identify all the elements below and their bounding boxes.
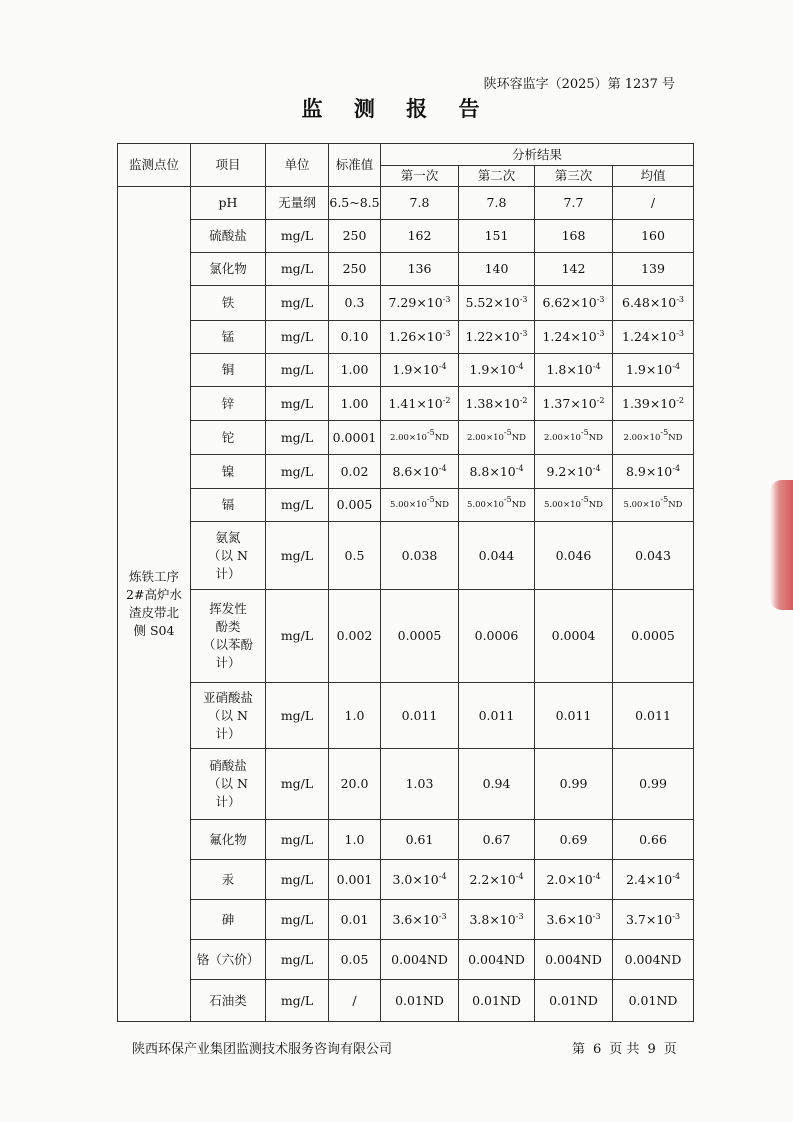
item-cell bbox=[191, 940, 266, 980]
item-cell bbox=[191, 522, 266, 590]
table-row bbox=[118, 522, 694, 590]
item-cell bbox=[191, 286, 266, 321]
header-second: 第二次 bbox=[459, 166, 535, 187]
page-current: 6 bbox=[593, 1042, 602, 1057]
seal-stamp bbox=[770, 480, 793, 610]
value-cell: 0.004ND bbox=[459, 940, 535, 980]
standard-cell: 250 bbox=[329, 220, 381, 253]
site-name-line: 炼铁工序 bbox=[128, 569, 179, 584]
value-cell: $2.00\times 10^{-5}ND$ bbox=[459, 421, 535, 455]
document-number: 陕环容监字（2025）第 1237 号 bbox=[483, 77, 675, 92]
value-cell: $3.6\times 10^{-3}$ bbox=[381, 900, 459, 940]
value-cell: 0.004ND bbox=[381, 940, 459, 980]
item-line: 镍 bbox=[221, 463, 235, 479]
item-cell bbox=[191, 860, 266, 900]
value-cell: 0.038 bbox=[381, 522, 459, 590]
value-cell: 0.01ND bbox=[613, 980, 694, 1022]
item-line: 铁 bbox=[221, 295, 235, 310]
unit-cell: mg/L bbox=[266, 749, 329, 820]
item-line: 铜 bbox=[221, 362, 235, 377]
item-line: pH bbox=[218, 195, 238, 210]
standard-cell: 0.3 bbox=[329, 286, 381, 321]
header-standard: 标准值 bbox=[329, 144, 381, 187]
value-cell: 136 bbox=[381, 253, 459, 286]
table-row bbox=[118, 683, 694, 749]
table-row bbox=[118, 220, 694, 253]
value-cell: $1.9\times 10^{-4}$ bbox=[381, 354, 459, 387]
value-cell: 0.01ND bbox=[459, 980, 535, 1022]
table-row bbox=[118, 421, 694, 455]
standard-cell: 0.01 bbox=[329, 900, 381, 940]
value-cell: 0.004ND bbox=[613, 940, 694, 980]
value-cell: $3.0\times 10^{-4}$ bbox=[381, 860, 459, 900]
item-line: 铊 bbox=[221, 429, 235, 445]
header-first: 第一次 bbox=[381, 166, 459, 187]
item-cell bbox=[191, 683, 266, 749]
item-line: （以 N bbox=[208, 776, 248, 791]
value-cell: 0.0005 bbox=[381, 590, 459, 683]
page-prefix: 第 bbox=[572, 1042, 586, 1057]
value-cell: $2.00\times 10^{-5}ND$ bbox=[613, 421, 694, 455]
value-cell: 151 bbox=[459, 220, 535, 253]
value-cell: $1.8\times 10^{-4}$ bbox=[535, 354, 613, 387]
footer-company: 陕西环保产业集团监测技术服务咨询有限公司 bbox=[132, 1042, 393, 1057]
table-row bbox=[118, 749, 694, 820]
value-cell: 7.7 bbox=[535, 187, 613, 220]
unit-cell: mg/L bbox=[266, 253, 329, 286]
item-cell bbox=[191, 455, 266, 489]
item-cell bbox=[191, 387, 266, 421]
item-line: 镉 bbox=[221, 497, 235, 512]
value-cell: 0.046 bbox=[535, 522, 613, 590]
standard-cell: 0.10 bbox=[329, 321, 381, 354]
unit-cell: mg/L bbox=[266, 683, 329, 749]
value-cell: $1.22\times 10^{-3}$ bbox=[459, 321, 535, 354]
unit-cell: 无量纲 bbox=[266, 187, 329, 220]
page-mid: 页 共 bbox=[609, 1042, 640, 1057]
unit-cell: mg/L bbox=[266, 354, 329, 387]
item-line: 硫酸盐 bbox=[209, 228, 247, 243]
item-cell bbox=[191, 354, 266, 387]
table-row bbox=[118, 860, 694, 900]
table-row bbox=[118, 980, 694, 1022]
value-cell: $1.37\times 10^{-2}$ bbox=[535, 387, 613, 421]
value-cell: 0.66 bbox=[613, 820, 694, 860]
standard-cell: 1.00 bbox=[329, 387, 381, 421]
site-name-line: 2#高炉水 bbox=[126, 587, 182, 602]
header-unit: 单位 bbox=[266, 144, 329, 187]
value-cell: 0.67 bbox=[459, 820, 535, 860]
page-total: 9 bbox=[647, 1042, 656, 1057]
value-cell: 0.011 bbox=[381, 683, 459, 749]
value-cell: $2.2\times 10^{-4}$ bbox=[459, 860, 535, 900]
item-cell bbox=[191, 980, 266, 1022]
value-cell: $3.7\times 10^{-3}$ bbox=[613, 900, 694, 940]
item-line: 铬（六价） bbox=[196, 951, 260, 967]
value-cell: 0.94 bbox=[459, 749, 535, 820]
item-cell bbox=[191, 820, 266, 860]
table-row bbox=[118, 590, 694, 683]
value-cell: 0.011 bbox=[613, 683, 694, 749]
standard-cell: / bbox=[329, 980, 381, 1022]
value-cell: 0.69 bbox=[535, 820, 613, 860]
site-name-line: 渣皮带北 bbox=[128, 605, 179, 620]
value-cell: 7.8 bbox=[381, 187, 459, 220]
header-average: 均值 bbox=[613, 166, 694, 187]
value-cell: $6.48\times 10^{-3}$ bbox=[613, 286, 694, 321]
value-cell: $1.38\times 10^{-2}$ bbox=[459, 387, 535, 421]
item-line: 汞 bbox=[221, 871, 235, 887]
value-cell: $1.39\times 10^{-2}$ bbox=[613, 387, 694, 421]
standard-cell: 250 bbox=[329, 253, 381, 286]
value-cell: 0.0004 bbox=[535, 590, 613, 683]
unit-cell: mg/L bbox=[266, 980, 329, 1022]
item-line: 计） bbox=[215, 565, 241, 581]
value-cell: $1.24\times 10^{-3}$ bbox=[535, 321, 613, 354]
value-cell: / bbox=[613, 187, 694, 220]
value-cell: $3.6\times 10^{-3}$ bbox=[535, 900, 613, 940]
value-cell: 0.01ND bbox=[381, 980, 459, 1022]
item-line: （以 N bbox=[208, 707, 248, 723]
item-line: 氟化物 bbox=[209, 831, 247, 847]
table-row bbox=[118, 900, 694, 940]
value-cell: $9.2\times 10^{-4}$ bbox=[535, 455, 613, 489]
item-line: 硝酸盐 bbox=[209, 758, 247, 773]
value-cell: 160 bbox=[613, 220, 694, 253]
table-row bbox=[118, 286, 694, 321]
page-title: 监 测 报 告 bbox=[301, 96, 492, 121]
unit-cell: mg/L bbox=[266, 820, 329, 860]
value-cell: 168 bbox=[535, 220, 613, 253]
item-cell bbox=[191, 220, 266, 253]
standard-cell: 0.001 bbox=[329, 860, 381, 900]
value-cell: $2.4\times 10^{-4}$ bbox=[613, 860, 694, 900]
standard-cell: 1.00 bbox=[329, 354, 381, 387]
item-cell bbox=[191, 749, 266, 820]
item-line: 氯化物 bbox=[209, 261, 247, 276]
item-line: （以 N bbox=[208, 547, 248, 563]
item-line: 计） bbox=[215, 655, 241, 670]
item-cell bbox=[191, 321, 266, 354]
value-cell: 0.044 bbox=[459, 522, 535, 590]
value-cell: $1.9\times 10^{-4}$ bbox=[613, 354, 694, 387]
item-cell bbox=[191, 187, 266, 220]
unit-cell: mg/L bbox=[266, 286, 329, 321]
table-row bbox=[118, 354, 694, 387]
value-cell: $8.8\times 10^{-4}$ bbox=[459, 455, 535, 489]
header-results: 分析结果 bbox=[381, 144, 694, 166]
value-cell: $8.6\times 10^{-4}$ bbox=[381, 455, 459, 489]
value-cell: $1.24\times 10^{-3}$ bbox=[613, 321, 694, 354]
site-name-cell bbox=[118, 187, 191, 1022]
item-line: 锰 bbox=[221, 329, 235, 344]
value-cell: $3.8\times 10^{-3}$ bbox=[459, 900, 535, 940]
table-row bbox=[118, 187, 694, 220]
value-cell: $1.41\times 10^{-2}$ bbox=[381, 387, 459, 421]
value-cell: 162 bbox=[381, 220, 459, 253]
value-cell: 142 bbox=[535, 253, 613, 286]
unit-cell: mg/L bbox=[266, 940, 329, 980]
header-third: 第三次 bbox=[535, 166, 613, 187]
value-cell: 0.01ND bbox=[535, 980, 613, 1022]
unit-cell: mg/L bbox=[266, 220, 329, 253]
unit-cell: mg/L bbox=[266, 387, 329, 421]
value-cell: $8.9\times 10^{-4}$ bbox=[613, 455, 694, 489]
page-suffix: 页 bbox=[663, 1042, 677, 1057]
header-item: 项目 bbox=[191, 144, 266, 187]
item-cell bbox=[191, 900, 266, 940]
site-name-line: 侧 S04 bbox=[133, 623, 175, 638]
item-line: 亚硝酸盐 bbox=[202, 689, 253, 705]
standard-cell: 0.005 bbox=[329, 489, 381, 522]
standard-cell: 0.0001 bbox=[329, 421, 381, 455]
value-cell: 140 bbox=[459, 253, 535, 286]
standard-cell: 6.5~8.5 bbox=[329, 187, 381, 220]
unit-cell: mg/L bbox=[266, 489, 329, 522]
value-cell: $2.0\times 10^{-4}$ bbox=[535, 860, 613, 900]
value-cell: $7.29\times 10^{-3}$ bbox=[381, 286, 459, 321]
item-cell bbox=[191, 590, 266, 683]
table-row bbox=[118, 387, 694, 421]
value-cell: $2.00\times 10^{-5}ND$ bbox=[381, 421, 459, 455]
standard-cell: 1.0 bbox=[329, 820, 381, 860]
item-line: 氨氮 bbox=[215, 529, 241, 545]
item-cell bbox=[191, 489, 266, 522]
table-row bbox=[118, 455, 694, 489]
table-row bbox=[118, 253, 694, 286]
standard-cell: 20.0 bbox=[329, 749, 381, 820]
table-row bbox=[118, 940, 694, 980]
footer-page-info bbox=[568, 1038, 681, 1057]
item-line: 酚类 bbox=[215, 619, 241, 634]
value-cell: $2.00\times 10^{-5}ND$ bbox=[535, 421, 613, 455]
value-cell: 0.61 bbox=[381, 820, 459, 860]
unit-cell: mg/L bbox=[266, 321, 329, 354]
value-cell: 0.0006 bbox=[459, 590, 535, 683]
value-cell: $5.00\times 10^{-5}ND$ bbox=[535, 489, 613, 522]
value-cell: 0.0005 bbox=[613, 590, 694, 683]
value-cell: $6.62\times 10^{-3}$ bbox=[535, 286, 613, 321]
standard-cell: 0.02 bbox=[329, 455, 381, 489]
value-cell: 0.011 bbox=[459, 683, 535, 749]
table-row bbox=[118, 489, 694, 522]
value-cell: $5.00\times 10^{-5}ND$ bbox=[459, 489, 535, 522]
table-row bbox=[118, 321, 694, 354]
item-line: （以苯酚 bbox=[202, 637, 253, 652]
item-line: 锌 bbox=[221, 395, 235, 411]
value-cell: 0.011 bbox=[535, 683, 613, 749]
value-cell: 0.004ND bbox=[535, 940, 613, 980]
item-line: 砷 bbox=[221, 911, 235, 927]
table-row bbox=[118, 820, 694, 860]
unit-cell: mg/L bbox=[266, 522, 329, 590]
value-cell: $5.52\times 10^{-3}$ bbox=[459, 286, 535, 321]
item-line: 计） bbox=[215, 725, 241, 741]
standard-cell: 0.002 bbox=[329, 590, 381, 683]
standard-cell: 0.5 bbox=[329, 522, 381, 590]
unit-cell: mg/L bbox=[266, 900, 329, 940]
unit-cell: mg/L bbox=[266, 455, 329, 489]
standard-cell: 1.0 bbox=[329, 683, 381, 749]
item-line: 挥发性 bbox=[209, 601, 247, 616]
unit-cell: mg/L bbox=[266, 590, 329, 683]
value-cell: 7.8 bbox=[459, 187, 535, 220]
value-cell: $5.00\times 10^{-5}ND$ bbox=[613, 489, 694, 522]
value-cell: $1.26\times 10^{-3}$ bbox=[381, 321, 459, 354]
standard-cell: 0.05 bbox=[329, 940, 381, 980]
value-cell: 1.03 bbox=[381, 749, 459, 820]
value-cell: $5.00\times 10^{-5}ND$ bbox=[381, 489, 459, 522]
header-site: 监测点位 bbox=[118, 144, 191, 187]
item-cell bbox=[191, 253, 266, 286]
item-cell bbox=[191, 421, 266, 455]
monitoring-results-table bbox=[117, 143, 694, 1022]
value-cell: 139 bbox=[613, 253, 694, 286]
value-cell: 0.043 bbox=[613, 522, 694, 590]
value-cell: 0.99 bbox=[535, 749, 613, 820]
unit-cell: mg/L bbox=[266, 421, 329, 455]
value-cell: 0.99 bbox=[613, 749, 694, 820]
value-cell: $1.9\times 10^{-4}$ bbox=[459, 354, 535, 387]
item-line: 石油类 bbox=[209, 992, 247, 1008]
unit-cell: mg/L bbox=[266, 860, 329, 900]
item-line: 计） bbox=[215, 794, 241, 809]
